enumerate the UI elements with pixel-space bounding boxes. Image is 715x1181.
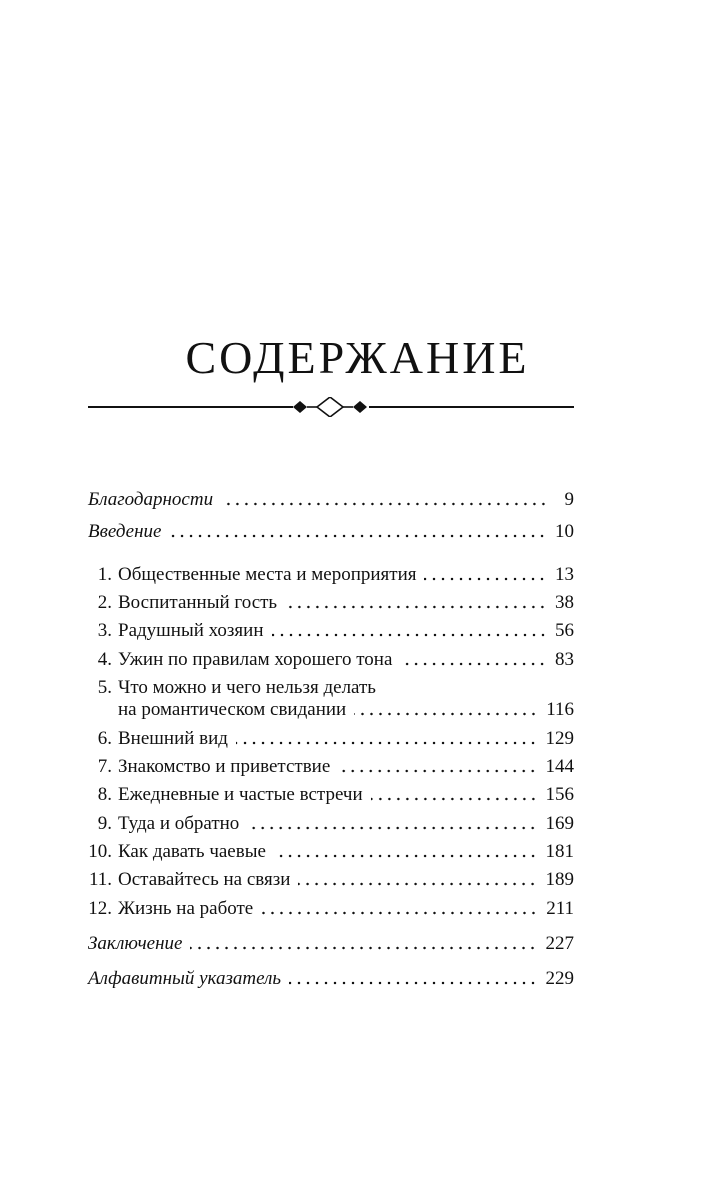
toc-entry-title: 6. Внешний вид <box>88 727 228 751</box>
dot-leader <box>236 740 538 746</box>
toc-entry-title: Введение <box>88 521 162 542</box>
divider-ornament-icon <box>88 397 574 417</box>
dot-leader <box>169 533 547 539</box>
toc-entry-title: 7. Знакомство и приветствие <box>88 755 330 779</box>
toc-entry-title: 10. Как давать чаевые <box>88 841 266 862</box>
toc-entry-chapter-12[interactable] <box>88 893 574 921</box>
toc-entry-page: 13 <box>555 564 574 585</box>
toc-entry-title: Алфавитный указатель <box>88 968 281 989</box>
toc-entry-index[interactable] <box>88 963 574 991</box>
toc-entry-chapter-10[interactable] <box>88 836 574 864</box>
dot-leader <box>424 576 547 582</box>
toc-entry-page: 129 <box>545 728 574 749</box>
toc-entry-title: 9. Туда и обратно <box>88 812 239 836</box>
toc-entry-conclusion[interactable] <box>88 928 574 956</box>
chapter-number: 4. <box>97 649 112 670</box>
dot-leader <box>285 604 547 610</box>
dot-leader <box>274 853 538 859</box>
toc-entry-page: 211 <box>546 898 574 919</box>
toc-entry-title: 12. Жизнь на работе <box>88 898 254 919</box>
dot-leader <box>221 501 548 507</box>
chapter-number: 5. <box>97 677 112 698</box>
chapter-number: 12. <box>88 898 112 919</box>
toc-entry-chapter-6[interactable] <box>88 723 574 751</box>
toc-entry-page: 227 <box>545 933 574 954</box>
chapter-number: 7. <box>97 756 112 777</box>
toc-entry-chapter-3[interactable] <box>88 615 574 643</box>
dot-leader <box>272 632 547 638</box>
dot-leader <box>371 796 538 802</box>
chapter-number: 2. <box>97 592 112 613</box>
chapter-number: 11. <box>88 869 112 890</box>
dot-leader <box>247 825 537 831</box>
dot-leader <box>400 661 547 667</box>
toc-entry-introduction[interactable] <box>88 516 574 544</box>
chapter-number: 8. <box>97 784 112 805</box>
toc-entry-page: 229 <box>545 968 574 989</box>
toc-entry-title: Благодарности <box>88 489 214 510</box>
toc-entry-page: 56 <box>555 620 574 641</box>
toc-entry-page: 9 <box>564 489 574 510</box>
toc-entry-page: 83 <box>555 649 574 670</box>
toc-entry-title: 4. Ужин по правилам хорошего тона <box>88 648 392 672</box>
chapter-number: 3. <box>97 620 112 641</box>
dot-leader <box>298 881 537 887</box>
dot-leader <box>338 768 537 774</box>
toc-entry-chapter-4[interactable] <box>88 644 574 672</box>
toc-entry-chapter-9[interactable] <box>88 808 574 836</box>
toc-entry-page: 181 <box>545 841 574 862</box>
toc-entry-title: 2. Воспитанный гость <box>88 591 277 615</box>
dot-leader <box>261 910 538 916</box>
toc-entry-page: 116 <box>546 699 574 720</box>
chapter-number: 9. <box>97 813 112 834</box>
page-title: СОДЕРЖАНИЕ <box>185 332 530 383</box>
toc-entry-title: 1. Общественные места и мероприятия <box>88 563 416 587</box>
toc-entry-page: 38 <box>555 592 574 613</box>
toc-entry-page: 189 <box>545 869 574 890</box>
chapter-number: 10. <box>88 841 112 862</box>
toc-entry-chapter-7[interactable] <box>88 751 574 779</box>
toc-entry-page: 169 <box>545 813 574 834</box>
toc-entry-title: 11. Оставайтесь на связи <box>88 869 291 890</box>
dot-leader <box>190 945 537 951</box>
toc-entry-title: Заключение <box>88 933 183 954</box>
toc-entry-title: 8. Ежедневные и частые встречи <box>88 783 363 807</box>
toc-entry-title: 3. Радушный хозяин <box>88 619 264 643</box>
dot-leader <box>354 711 538 717</box>
toc-entry-title: Что можно и чего нельзя делать <box>118 677 376 698</box>
toc-entry-acknowledgments[interactable] <box>88 484 574 512</box>
toc-entry-chapter-11[interactable] <box>88 864 574 892</box>
toc-entry-chapter-2[interactable] <box>88 587 574 615</box>
toc-entry-title: на романтическом свидании <box>118 699 347 720</box>
toc-entry-chapter-1[interactable] <box>88 559 574 587</box>
dot-leader <box>289 980 538 986</box>
toc-entry-page: 156 <box>545 784 574 805</box>
toc-entry-chapter-8[interactable] <box>88 779 574 807</box>
toc-entry-page: 144 <box>545 756 574 777</box>
chapter-number: 6. <box>97 728 112 749</box>
toc-entry-chapter-5[interactable] <box>88 694 574 722</box>
chapter-number: 1. <box>97 564 112 585</box>
toc-entry-page: 10 <box>555 521 574 542</box>
